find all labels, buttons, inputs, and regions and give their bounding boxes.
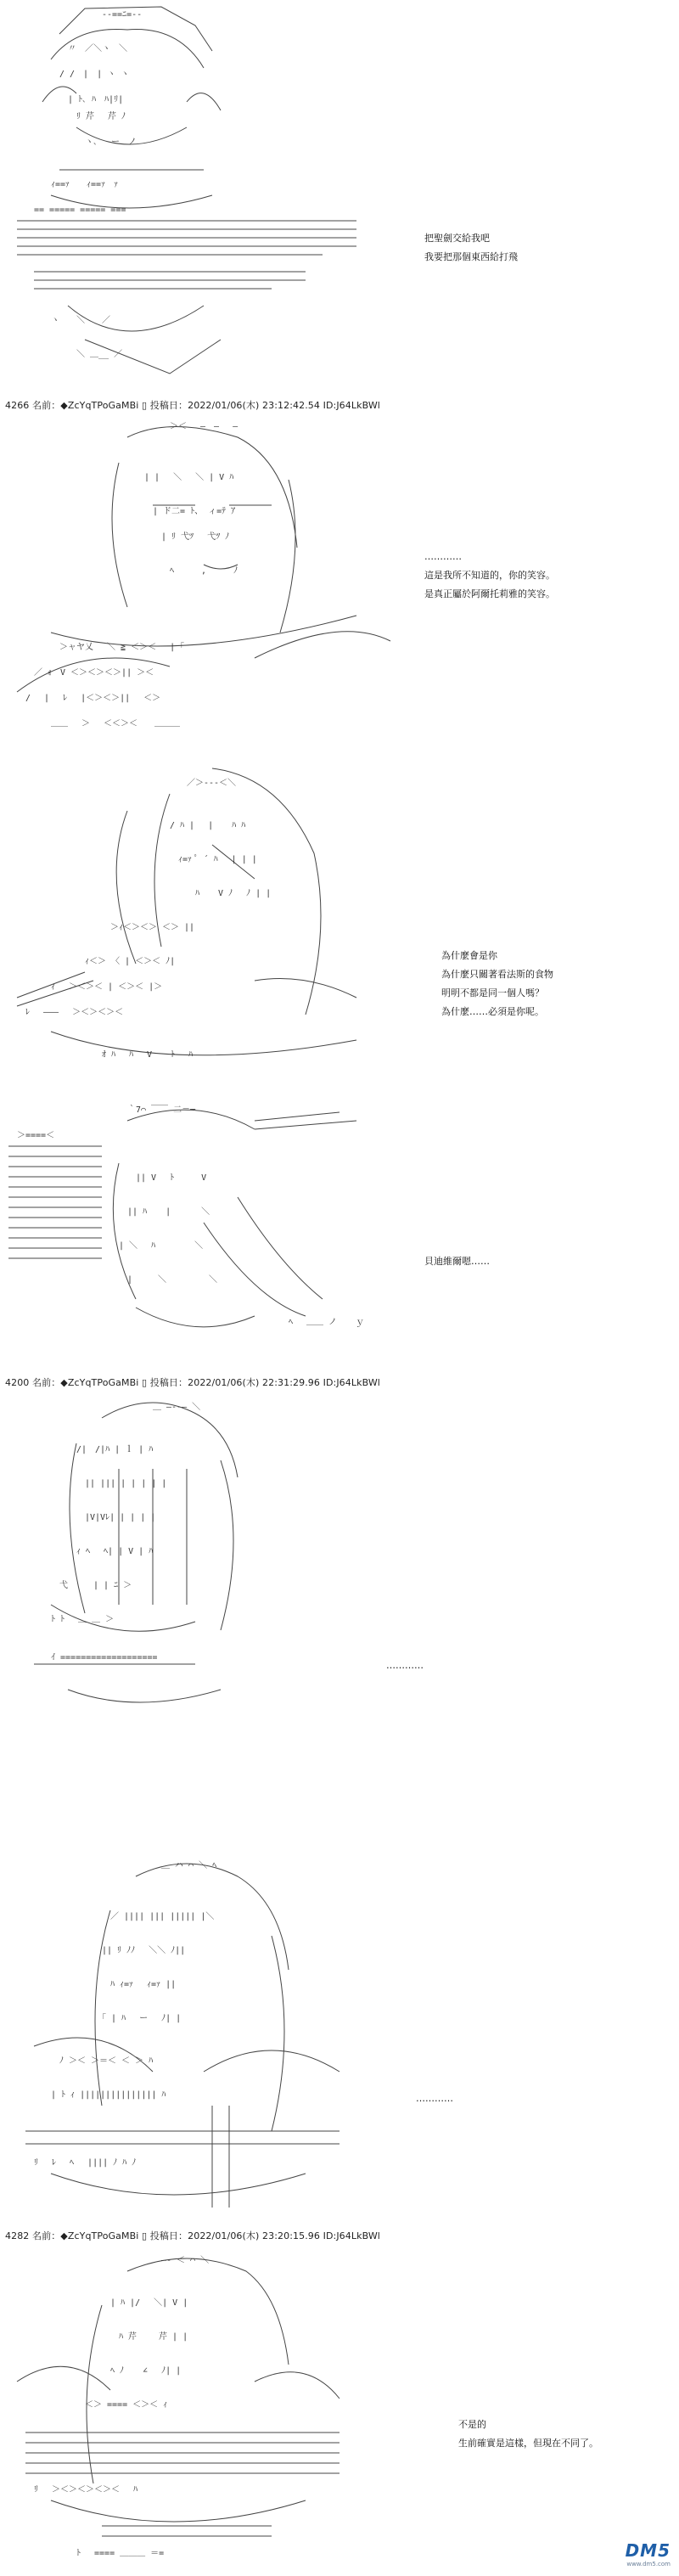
svg-text:＿＿ ＞ ＜＜＞＜ ＿＿＿: ＿＿ ＞ ＜＜＞＜ ＿＿＿ [51,719,181,728]
svg-text:ヽ ＼ ／: ヽ ＼ ／ [51,316,110,325]
dialog-line: 把聖劍交給我吧 [424,233,490,244]
dialog-line: 明明不都是同一個人嗎？ [441,987,544,998]
svg-text:｢ | ﾊ ー ﾉ| |: ｢ | ﾊ ー ﾉ| | [102,2014,182,2023]
svg-text:ﾊ 芹 芹 | |: ﾊ 芹 芹 | | [119,2332,188,2342]
watermark-logo-text: DM5 [625,2540,671,2561]
dialog-panel-2 [424,548,555,604]
svg-text:弋 | | ﾆ ＞: 弋 | | ﾆ ＞ [59,1581,132,1590]
svg-text:| ド二= ﾄ、 ィ=ﾃ ｱ: | ド二= ﾄ、 ィ=ﾃ ｱ [153,507,236,516]
post-header: 4266 名前：◆ZcYqTPoGaMBi ▯ 投稿日：2022/01/06(木) 23:12:42.54 ID:J64LkBWl [5,400,380,411]
svg-text:| ＼ ﾊ ＼: | ＼ ﾊ ＼ [119,1241,204,1251]
watermark-sub-text: www.dm5.com [626,2561,671,2568]
svg-text:｀7⌒ ￣￣ 二＝─: ｀7⌒ ￣￣ 二＝─ [127,1105,196,1115]
svg-text:| ＼ ＼: | ＼ ＼ [127,1275,218,1285]
svg-text:ｲ ===================: ｲ =================== [51,1653,158,1662]
ascii-art-panel-5 [0,1392,373,1715]
svg-text:＿ ―‐‐― ＼: ＿ ―‐‐― ＼ [153,1403,201,1412]
svg-text:ｨ==ｧ ｨ==ｧ ｧ: ｨ==ｧ ｨ==ｧ ｧ [51,180,119,189]
svg-text:ﾄ ==== ＿＿＿ ＝=: ﾄ ==== ＿＿＿ ＝= [76,2549,165,2558]
svg-text:/ ﾊ | | ﾊ ﾊ: / ﾊ | | ﾊ ﾊ [170,821,246,830]
svg-text:| | ＼ ＼ | V ﾊ: | | ＼ ＼ | V ﾊ [144,473,234,482]
svg-text:ﾘ ＞＜＞＜＞＜＞＜ ﾊ: ﾘ ＞＜＞＜＞＜＞＜ ﾊ [34,2485,138,2494]
svg-text:|| ﾊ | ＼: || ﾊ | ＼ [127,1207,210,1217]
svg-text:ﾉ ＞＜ ＞＝＜ ＜ ＞ ﾊ: ﾉ ＞＜ ＞＝＜ ＜ ＞ ﾊ [59,2056,154,2066]
svg-text:|| V ﾄ V: || V ﾄ V [136,1173,207,1183]
svg-text:| ﾄ､ ﾊ ﾊ|ﾘ|: | ﾄ､ ﾊ ﾊ|ﾘ| [68,95,124,104]
ascii-art-panel-6 [0,1851,373,2224]
ascii-art-panel-1 [0,0,373,399]
ascii-art-panel-3 [0,760,373,1083]
site-watermark-logo [626,2540,671,2568]
svg-text:／＞-‐‐＜＼: ／＞-‐‐＜＼ [187,779,237,788]
svg-text:＿ ハ ⌒ ＼ ﾍ: ＿ ハ ⌒ ＼ ﾍ [161,1861,217,1870]
svg-text:＞====＜: ＞====＜ [17,1131,55,1140]
svg-text:＞＜ ― ― ―: ＞＜ ― ― ― [170,422,238,431]
dialog-panel-3 [441,947,553,1021]
dialog-line: 為什麼只關著看法斯的食物 [441,969,553,980]
post-header: 4200 名前：◆ZcYqTPoGaMBi ▯ 投稿日：2022/01/06(木) 22:31:29.96 ID:J64LkBWl [5,1377,380,1388]
dialog-panel-4 [424,1252,490,1271]
svg-text:ﾍ ﾉ ∠ ﾉ| |: ﾍ ﾉ ∠ ﾉ| | [110,2366,182,2376]
svg-text:＜＞ ==== ＜＞＜ ｨ: ＜＞ ==== ＜＞＜ ｨ [85,2400,168,2410]
dialog-line: 生前確實是這樣，但現在不同了。 [458,2438,598,2449]
svg-text:/ | ﾚ |＜＞＜＞|| ＜＞: / | ﾚ |＜＞＜＞|| ＜＞ [25,694,161,703]
svg-text:／ |||| ||| ||||| |＼: ／ |||| ||| ||||| |＼ [110,1912,215,1921]
svg-text:== ===== ===== ===: == ===== ===== === [34,205,126,215]
svg-text:-‐==ﾆ=-‐: -‐==ﾆ=-‐ [102,10,143,20]
svg-text:ﾍ ＿＿ ノ ｙ: ﾍ ＿＿ ノ ｙ [289,1318,365,1327]
svg-text:＞ャヤ乂 ＼ ≧ ＜＞＜ | ｢: ＞ャヤ乂 ＼ ≧ ＜＞＜ | ｢ [59,643,185,652]
dialog-line: 為什麼會是你 [441,950,497,961]
svg-text:―‐ ＜ ⌒ ＼: ―‐ ＜ ⌒ ＼ [161,2256,210,2265]
dialog-line: 是真正屬於阿爾托莉雅的笑容。 [424,588,555,599]
svg-text:ｨ＜＞ 〈 | ＜＞＜ ﾉ|: ｨ＜＞ 〈 | ＜＞＜ ﾉ| [85,957,176,966]
svg-text:ｨ ﾍ ﾍ| | V | ﾊ: ｨ ﾍ ﾍ| | V | ﾊ [76,1547,154,1556]
svg-text:ﾘ ﾚ ﾍ |||| ﾉ ﾊ ﾉ: ﾘ ﾚ ﾍ |||| ﾉ ﾊ ﾉ [34,2158,137,2168]
svg-text:|| ﾘ ﾉﾉ ＼＼ ﾉ||: || ﾘ ﾉﾉ ＼＼ ﾉ|| [102,1946,186,1955]
svg-text:〃 ／＼ヽ ＼: 〃 ／＼ヽ ＼ [68,44,127,53]
dialog-line: 貝迪維爾嗯…… [424,1256,490,1267]
svg-text:/ / | | ヽ ヽ: / / | | ヽ ヽ [59,70,130,79]
svg-text:ﾘ 芹 芹 ﾉ: ﾘ 芹 芹 ﾉ [76,112,126,121]
ascii-art-panel-2 [0,412,399,743]
svg-text:ｵ ﾊ ﾊ V ﾄ ﾊ: ｵ ﾊ ﾊ V ﾄ ﾊ [102,1050,194,1060]
ascii-art-panel-4 [0,1095,373,1350]
svg-text:ﾄ ﾄ ＿ ＿ ＞: ﾄ ﾄ ＿ ＿ ＞ [51,1615,115,1624]
dialog-line: 我要把那個東西給打飛 [424,251,518,262]
svg-text:ヽ､ ー ノ: ヽ､ ー ノ [85,138,137,147]
svg-text:/| /|ﾊ | ｌ | ﾊ: /| /|ﾊ | ｌ | ﾊ [76,1445,154,1454]
svg-text:ﾚ ――― ＞＜＞＜＞＜: ﾚ ――― ＞＜＞＜＞＜ [25,1008,124,1017]
svg-text:| ﾄ ｨ ||||||||||||||| ﾊ: | ﾄ ｨ ||||||||||||||| ﾊ [51,2090,166,2100]
post-header: 4282 名前：◆ZcYqTPoGaMBi ▯ 投稿日：2022/01/06(木) 23:20:15.96 ID:J64LkBWl [5,2230,380,2241]
svg-text:ﾊ V ﾉ ﾉ | |: ﾊ V ﾉ ﾉ | | [195,889,272,898]
svg-text:ﾍ , ﾉ: ﾍ , ﾉ [170,566,238,576]
svg-text:＞ｨ＜＞＜＞ ＜＞ ||: ＞ｨ＜＞＜＞ ＜＞ || [110,923,195,932]
ellipsis-text: ………… [416,2093,453,2104]
dialog-line: ………… [424,551,462,562]
dialog-panel-7 [458,2416,598,2453]
dialog-panel-1 [424,229,518,267]
svg-text:ｨ ＞＜＞＜ | ＜＞＜ |＞: ｨ ＞＜＞＜ | ＜＞＜ |＞ [51,982,163,992]
svg-text:|| ||| | | | | |: || ||| | | | | | [85,1479,167,1488]
svg-text:| ﾊ |/ ＼| V |: | ﾊ |/ ＼| V | [110,2298,188,2308]
ellipsis-text: ………… [386,1660,424,1671]
dialog-line: 為什麼……必須是你呢。 [441,1006,544,1017]
dialog-line: 不是的 [458,2419,486,2430]
dialog-line: 這是我所不知道的，你的笑容。 [424,570,555,581]
svg-text:／ ｫ V ＜＞＜＞＜＞|| ＞＜: ／ ｫ V ＜＞＜＞＜＞|| ＞＜ [34,668,154,678]
ascii-art-panel-7 [0,2246,373,2568]
svg-text:|V|Vﾚ| | | | |: |V|Vﾚ| | | | | [85,1513,156,1522]
svg-text:ﾊ ｨ=ｧ ｨ=ｧ ||: ﾊ ｨ=ｧ ｨ=ｧ || [110,1980,177,1989]
svg-text:ｨ=ｧ ﾟ ´ ﾊ | | |: ｨ=ｧ ﾟ ´ ﾊ | | | [178,855,257,864]
svg-text:＼ ＿__ ／: ＼ ＿__ ／ [76,350,123,359]
svg-text:| ﾘ 弋ﾂ 弋ﾂ ﾉ: | ﾘ 弋ﾂ 弋ﾂ ﾉ [161,532,230,542]
